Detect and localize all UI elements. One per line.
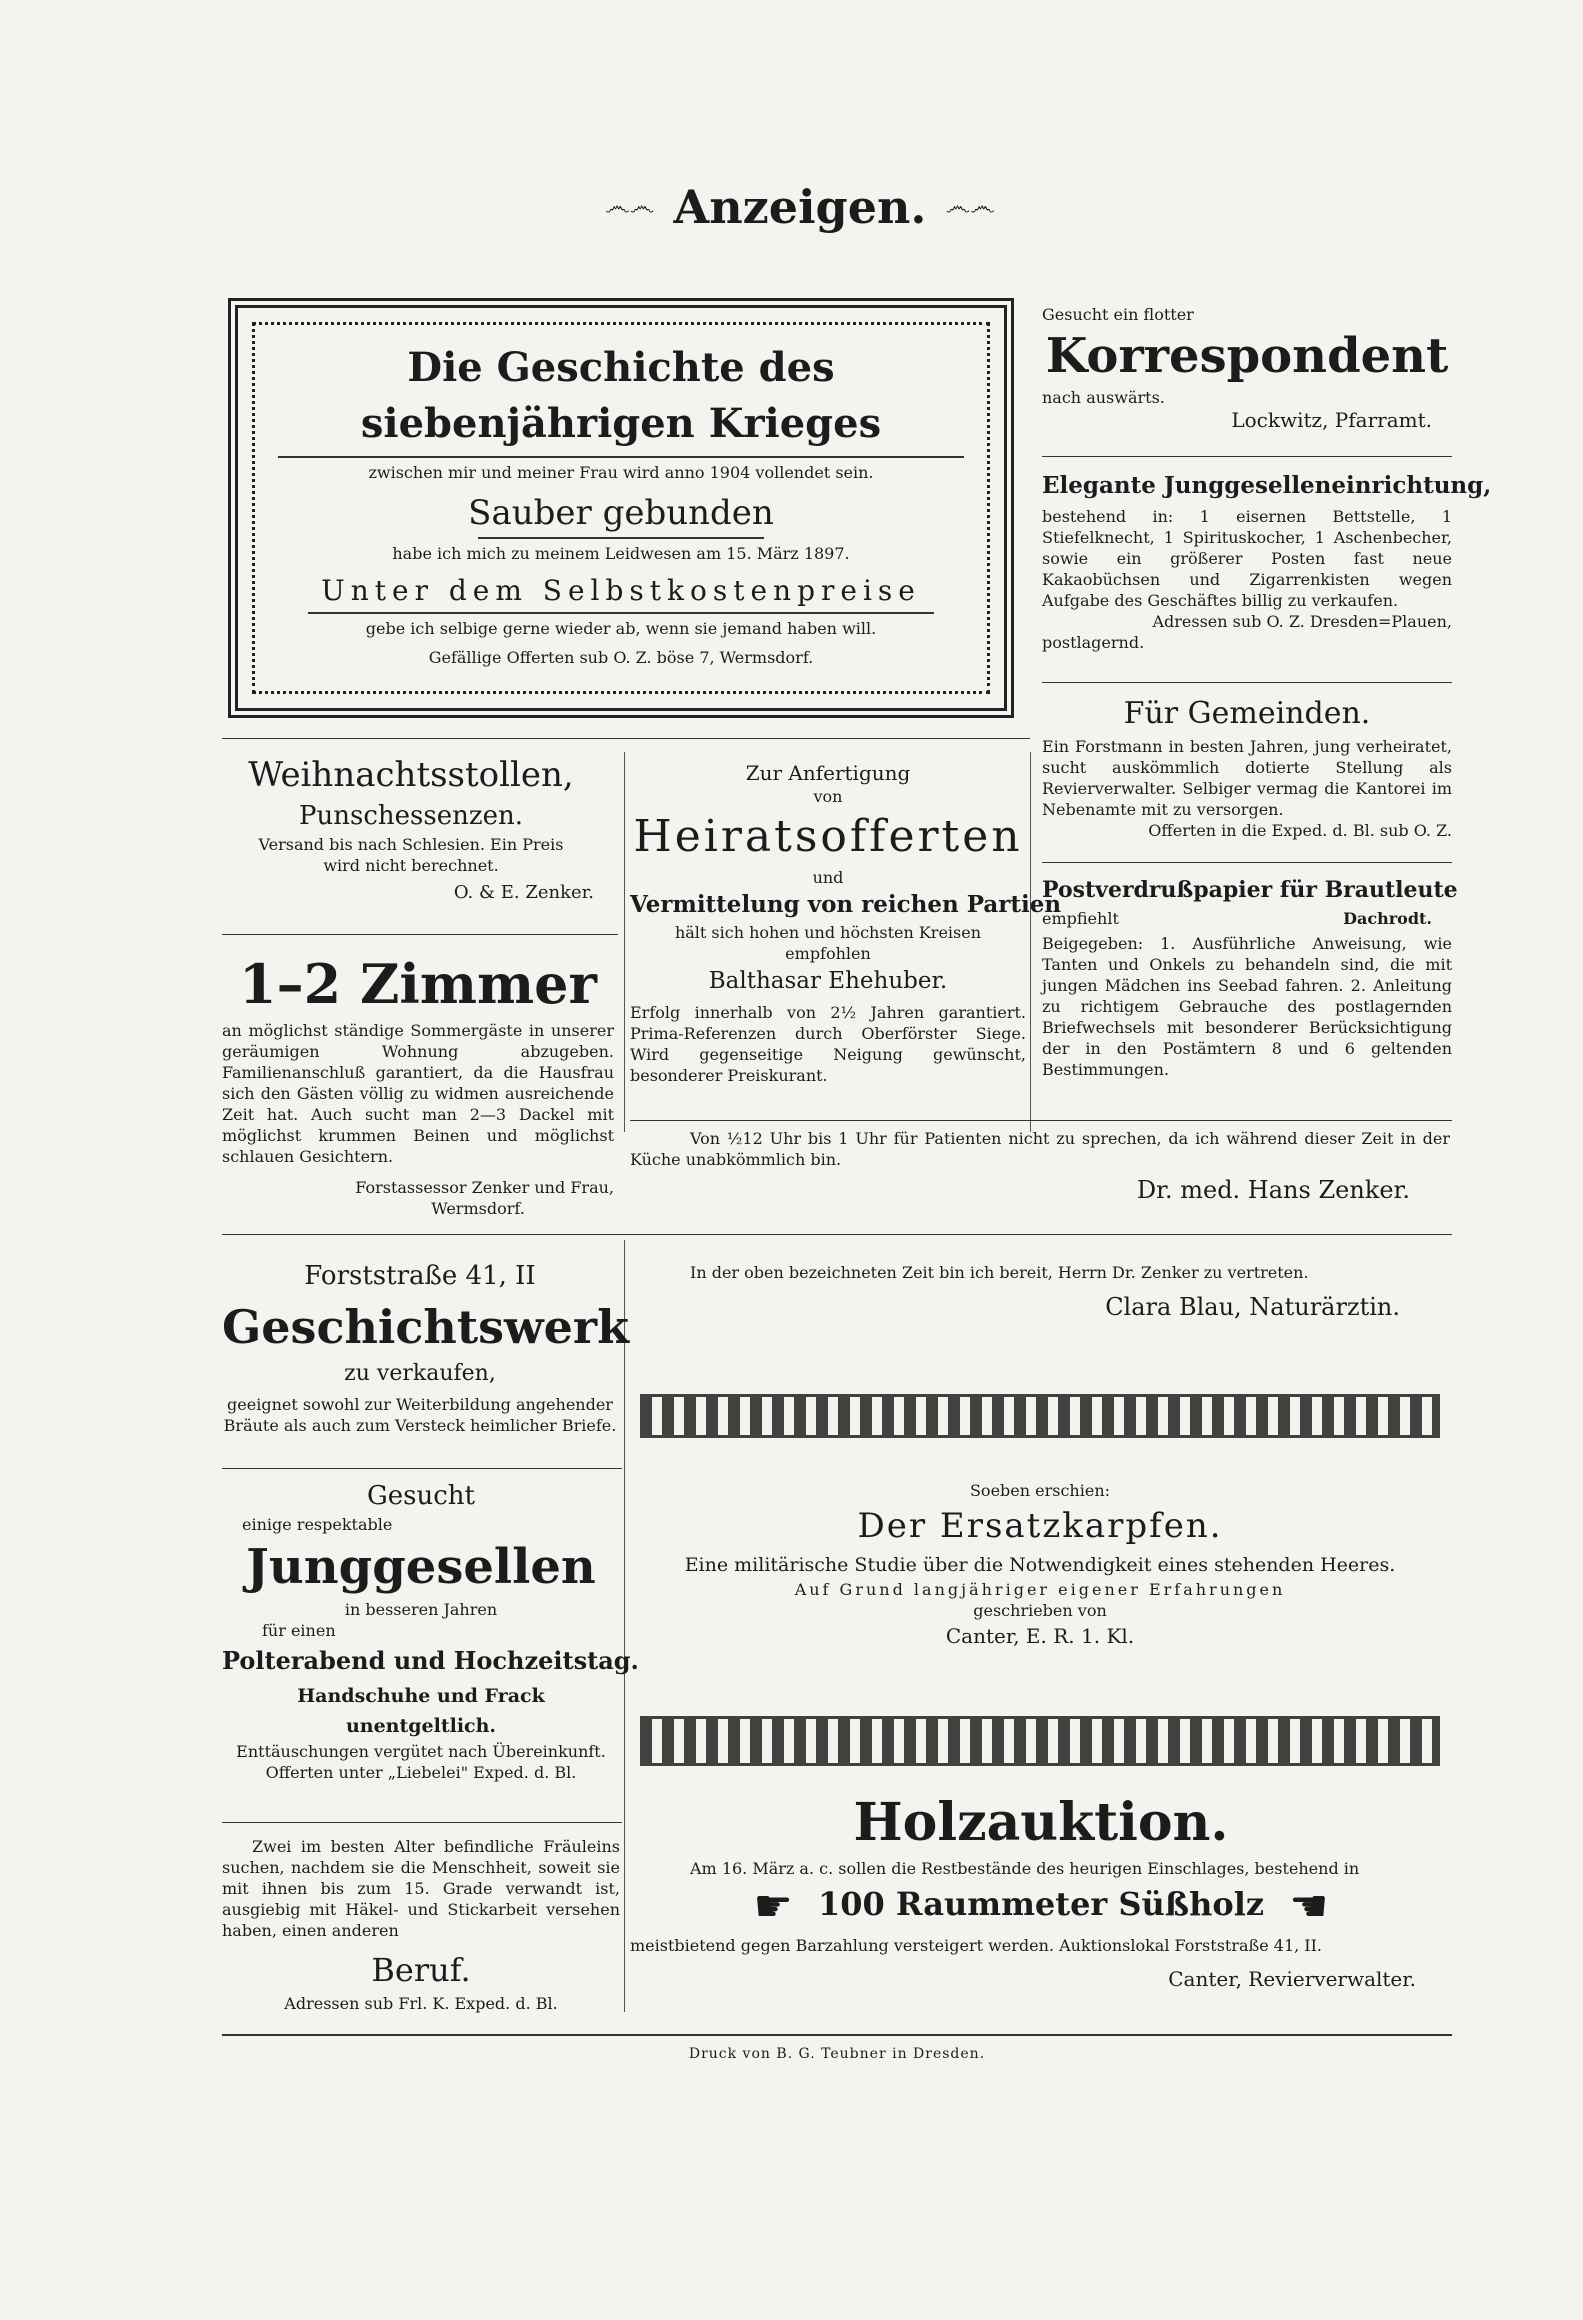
ad-gemeinden — [1042, 692, 1452, 841]
ad-karpfen-line3: Auf Grund langjähriger eigener Erfahrungen — [794, 1580, 1286, 1599]
ad-bachelor-sig1: Adressen sub O. Z. Dresden=Plauen, — [1152, 612, 1452, 631]
ad-junggesellen-sub: Polterabend und Hochzeitstag. — [222, 1646, 639, 1675]
ad-postpaper-line1: empfiehlt — [1042, 909, 1119, 928]
ad-geschichtswerk — [222, 1256, 629, 1436]
ad-junggesellen-headline: Junggesellen — [246, 1539, 596, 1595]
ad-postpaper-headline: Postverdrußpapier für Brautleute — [1042, 877, 1458, 903]
ad-doctor — [630, 1128, 1450, 1210]
ad-bachelor-headline: Elegante Junggeselleneinrichtung, — [1042, 472, 1492, 499]
ad-postpaper — [1042, 872, 1458, 1080]
ad-heirat-line4: hält sich hohen und höchsten Kreisen empfohlen — [674, 923, 982, 963]
ad-postpaper-firm: Dachrodt. — [1343, 909, 1432, 928]
ad-war-line1: zwischen mir und meiner Frau wird anno 1904 vollendet sein. — [368, 463, 874, 482]
ad-holz-line2: meistbietend gegen Barzahlung versteigert werden. Auktionslokal Forststraße 41, II. — [630, 1936, 1323, 1955]
ad-karpfen-line4: geschrieben von — [973, 1601, 1107, 1620]
divider — [222, 1822, 622, 1823]
ad-zimmer-sig2: Wermsdorf. — [431, 1199, 525, 1218]
ad-junggesellen-line7: Offerten unter „Liebelei" Exped. d. Bl. — [265, 1763, 577, 1782]
ad-bachelor-body: bestehend in: 1 eisernen Bettstelle, 1 Stiefelknecht, 1 Spirituskocher, 1 Aschenbecher, sowie ein größerer Posten fast neue Kakaobüchsen und Zigarrenkisten wegen Aufgabe des Geschäftes billig zu verkaufen. — [1042, 507, 1452, 610]
ad-junggesellen-line2: einige respektable — [242, 1515, 393, 1534]
divider — [222, 934, 618, 935]
column-rule — [624, 1240, 625, 2012]
ad-bachelor-sig2: postlagernd. — [1042, 633, 1145, 652]
ad-war-headline: Die Geschichte des siebenjährigen Krieges — [360, 344, 882, 447]
page-title: Anzeigen. — [673, 180, 927, 234]
ad-stollen-headline1: Weihnachtsstollen, — [248, 755, 574, 795]
ad-gemeinden-sig: Offerten in die Exped. d. Bl. sub O. Z. — [1148, 821, 1452, 840]
ad-holz-headline: Holzauktion. — [853, 1792, 1229, 1853]
ad-heirat — [630, 760, 1062, 1086]
ad-heirat-name: Balthasar Ehehuber. — [708, 968, 948, 994]
bottom-rule — [222, 2034, 1452, 2036]
ad-geschichtswerk-line2: zu verkaufen, — [344, 1361, 496, 1386]
ad-karpfen-line1: Soeben erschien: — [969, 1481, 1111, 1500]
ad-war-line3: gebe ich selbige gerne wieder ab, wenn sie jemand haben will. — [365, 619, 877, 638]
divider — [222, 738, 1030, 739]
ad-heirat-body: Erfolg innerhalb von 2½ Jahren garantiert. Prima-Referenzen durch Oberförster Siege. Wird gegenseitige Neigung gewünscht, besonderer Preiskurant. — [630, 1003, 1026, 1085]
footer-imprint: Druck von B. G. Teubner in Dresden. — [688, 2046, 986, 2062]
ad-karpfen-line2: Eine militärische Studie über die Notwendigkeit eines stehenden Heeres. — [684, 1554, 1396, 1576]
ad-holz-sub-row — [630, 1881, 1452, 1932]
divider — [222, 1234, 1452, 1235]
column-rule — [624, 752, 625, 1132]
hand-pointing-left-icon: ☚ — [1289, 1881, 1329, 1932]
ad-holz-sig: Canter, Revierverwalter. — [1168, 1967, 1416, 1991]
ad-corr-sig: Lockwitz, Pfarramt. — [1231, 408, 1432, 432]
ad-heirat-headline: Heiratsofferten — [633, 811, 1023, 862]
ad-bachelor-furniture — [1042, 466, 1492, 653]
ad-corr-line1: Gesucht ein flotter — [1042, 305, 1194, 324]
ad-war-box — [228, 298, 1014, 718]
ornament-band-top — [640, 1394, 1440, 1438]
ad-junggesellen-line1: Gesucht — [367, 1481, 475, 1511]
ad-fraeulein — [222, 1836, 620, 2014]
ad-geschichtswerk-line1: Forststraße 41, II — [304, 1261, 536, 1291]
ad-clara — [630, 1262, 1410, 1327]
ad-heirat-line1: Zur Anfertigung — [745, 761, 911, 785]
ad-zimmer-body: an möglichst ständige Sommergäste in unserer geräumigen Wohnung abzugeben. Familienanschluß garantiert, da die Hausfrau sich den Gästen völlig zu widmen ausreichende Zeit hat. Auch sucht man 2—3 Dackel mit möglichst krummen Beinen und möglichst schlauen Gesichtern. — [222, 1021, 614, 1166]
ad-holz-sub: 100 Raummeter Süßholz — [817, 1885, 1265, 1923]
ad-heirat-line2: von — [813, 787, 843, 806]
divider — [1042, 456, 1452, 457]
ad-junggesellen-line4: für einen — [262, 1621, 336, 1640]
ornament-band-bottom — [640, 1716, 1440, 1766]
curl-right-ornament: ෴෴ — [945, 191, 995, 222]
ad-war-sub2: Unter dem Selbstkostenpreise — [321, 574, 921, 607]
ad-zimmer — [222, 948, 614, 1219]
ad-war-line2: habe ich mich zu meinem Leidwesen am 15. März 1897. — [392, 544, 850, 563]
ad-stollen-sig: O. & E. Zenker. — [453, 882, 594, 903]
ad-corr — [1042, 304, 1452, 432]
ad-fraeulein-sig: Adressen sub Frl. K. Exped. d. Bl. — [284, 1994, 558, 2013]
ad-zimmer-sig1: Forstassessor Zenker und Frau, — [355, 1178, 614, 1197]
page-title-group — [560, 180, 1040, 260]
ad-fraeulein-body: Zwei im besten Alter befindliche Fräuleins suchen, nachdem sie die Menschheit, soweit sie mit ihnen bis zum 15. Grade verwandt ist, ausgiebig mit Häkel- und Stickarbeit versehen haben, einen anderen — [222, 1837, 620, 1940]
ad-war-line4: Gefällige Offerten sub O. Z. böse 7, Wermsdorf. — [428, 648, 814, 667]
ad-junggesellen-line5: Handschuhe und Frack unentgeltlich. — [297, 1685, 545, 1737]
ad-karpfen-headline: Der Ersatzkarpfen. — [857, 1506, 1223, 1546]
divider — [1042, 862, 1452, 863]
ad-postpaper-body: Beigegeben: 1. Ausführliche Anweisung, wie Tanten und Onkels zu behandeln sind, die mit jungen Mädchen ins Seebad fahren. 2. Anleitung zu richtigem Gebrauche des postlagernden Briefwechsels mit besonderer Berücksichtigung der in den Postämtern 8 und 6 geltenden Bestimmungen. — [1042, 934, 1452, 1079]
ad-gemeinden-headline: Für Gemeinden. — [1123, 696, 1371, 731]
ad-fraeulein-headline: Beruf. — [371, 1951, 471, 1989]
divider — [630, 1120, 1452, 1121]
ad-gemeinden-body: Ein Forstmann in besten Jahren, jung verheiratet, sucht auskömmlich dotierte Stellung als Revierverwalter. Selbiger vermag die Kantorei im Nebenamte mit zu versorgen. — [1042, 737, 1452, 819]
ad-war-sub1: Sauber gebunden — [468, 493, 774, 533]
ad-geschichtswerk-body: geeignet sowohl zur Weiterbildung angehender Bräute als auch zum Versteck heimlicher Briefe. — [223, 1395, 617, 1435]
ad-corr-headline: Korrespondent — [1045, 328, 1449, 384]
ad-doctor-body: Von ½12 Uhr bis 1 Uhr für Patienten nicht zu sprechen, da ich während dieser Zeit in der Küche unabkömmlich bin. — [630, 1129, 1450, 1169]
ad-stollen — [222, 752, 600, 903]
hand-pointing-right-icon: ☛ — [753, 1881, 793, 1932]
ad-holz — [630, 1788, 1452, 1996]
ad-stollen-body: Versand bis nach Schlesien. Ein Preis wird nicht berechnet. — [258, 835, 564, 875]
ad-junggesellen-line3: in besseren Jahren — [344, 1600, 498, 1619]
divider — [1042, 682, 1452, 683]
ad-heirat-line3: und — [812, 868, 844, 887]
curl-left-ornament: ෴෴ — [605, 191, 655, 222]
ad-stollen-headline2: Punschessenzen. — [299, 801, 523, 831]
ad-karpfen — [630, 1480, 1450, 1651]
ad-corr-line2: nach auswärts. — [1042, 388, 1165, 407]
ad-junggesellen-line6: Enttäuschungen vergütet nach Übereinkunft. — [236, 1742, 606, 1761]
ad-heirat-sub: Vermittelung von reichen Partien — [630, 891, 1062, 918]
ad-clara-body: In der oben bezeichneten Zeit bin ich bereit, Herrn Dr. Zenker zu vertreten. — [690, 1263, 1309, 1282]
ad-doctor-sig: Dr. med. Hans Zenker. — [1136, 1176, 1410, 1204]
ad-karpfen-sig: Canter, E. R. 1. Kl. — [945, 1624, 1135, 1648]
column-rule — [1030, 752, 1031, 1132]
ad-junggesellen — [222, 1478, 639, 1783]
ad-holz-line1: Am 16. März a. c. sollen die Restbestände des heurigen Einschlages, bestehend in — [690, 1859, 1360, 1878]
ad-geschichtswerk-headline: Geschichtswerk — [222, 1300, 629, 1354]
ad-zimmer-headline: 1–2 Zimmer — [239, 952, 597, 1016]
ad-clara-sig: Clara Blau, Naturärztin. — [1105, 1293, 1400, 1321]
divider — [222, 1468, 622, 1469]
